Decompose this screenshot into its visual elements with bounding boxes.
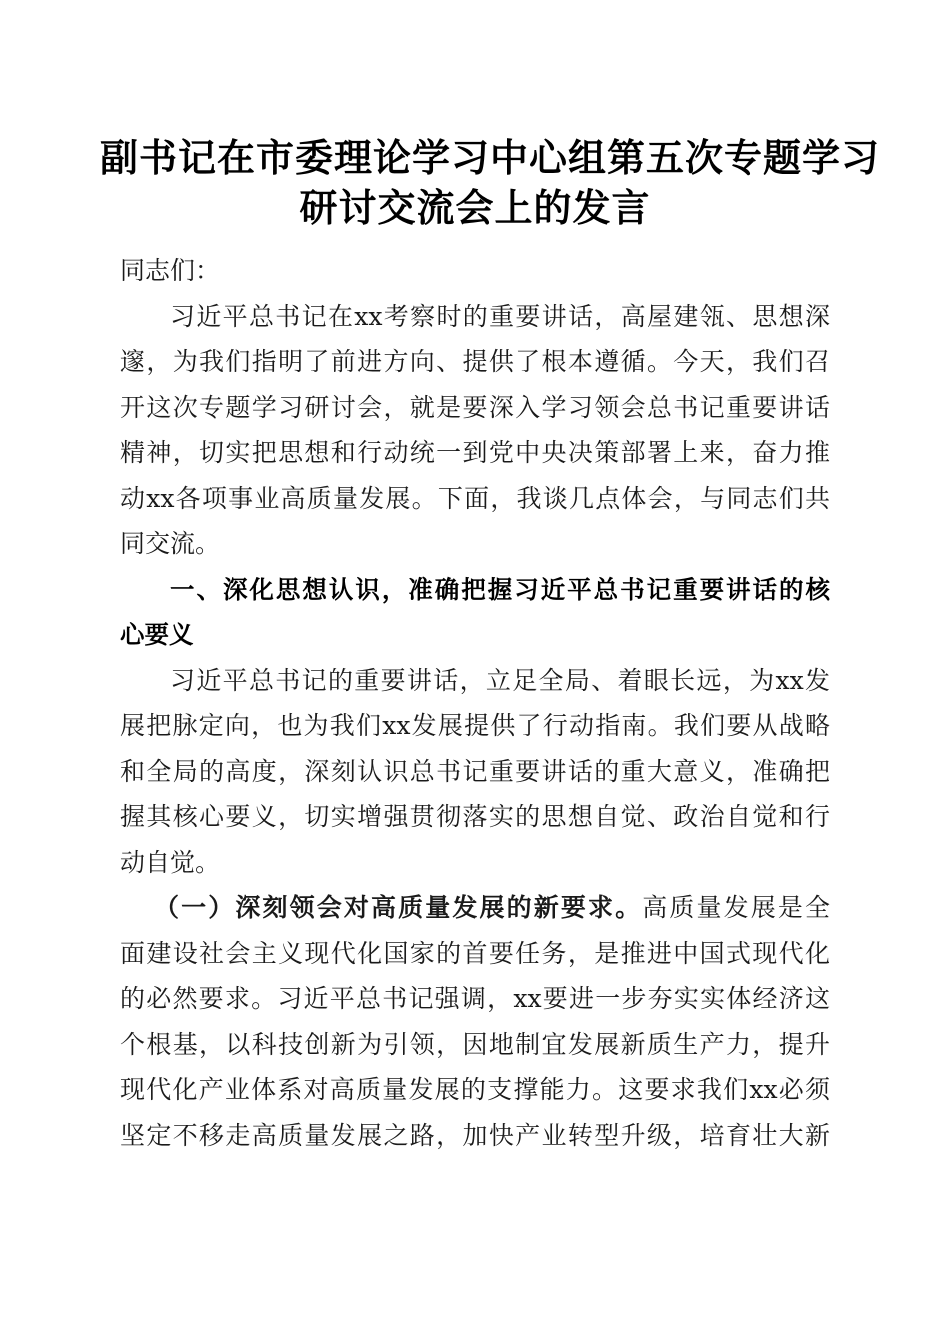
paragraph-line: 坚定不移走高质量发展之路，加快产业转型升级，培育壮大新 [120, 1120, 830, 1150]
section-heading-line: 一、深化思想认识，准确把握习近平总书记重要讲话的核 [170, 574, 830, 604]
paragraph-line: 动自觉。 [120, 847, 221, 877]
document-title-line-2: 研讨交流会上的发言 [299, 185, 651, 230]
paragraph-line: 握其核心要义，切实增强贯彻落实的思想自觉、政治自觉和行 [120, 802, 830, 831]
paragraph-line: 同交流。 [120, 529, 221, 558]
paragraph-line: 面建设社会主义现代化国家的首要任务，是推进中国式现代化 [120, 938, 830, 968]
paragraph-line: 和全局的高度，深刻认识总书记重要讲话的重大意义，准确把 [120, 756, 830, 786]
paragraph-line: 精神，切实把思想和行动统一到党中央决策部署上来，奋力推 [120, 438, 830, 467]
paragraph-line: 展把脉定向，也为我们xx发展提供了行动指南。我们要从战略 [120, 711, 830, 740]
subsection-text: 高质量发展是全 [642, 893, 830, 922]
subsection-first-line [120, 885, 830, 931]
subsection-heading: （一）深刻领会对高质量发展的新要求。 [154, 893, 643, 922]
paragraph-line: 的必然要求。习近平总书记强调，xx要进一步夯实实体经济这 [120, 984, 830, 1013]
paragraph-line: 个根基，以科技创新为引领，因地制宜发展新质生产力，提升 [120, 1029, 830, 1059]
section-heading-line: 心要义 [120, 620, 194, 649]
document-title-line-1: 副书记在市委理论学习中心组第五次专题学习 [100, 135, 881, 180]
paragraph-line: 现代化产业体系对高质量发展的支撑能力。这要求我们xx必须 [120, 1075, 830, 1104]
document-body [120, 248, 830, 1158]
greeting: 同志们： [120, 256, 221, 285]
paragraph-line: 邃，为我们指明了前进方向、提供了根本遵循。今天，我们召 [120, 347, 830, 376]
paragraph-line: 习近平总书记在xx考察时的重要讲话，高屋建瓴、思想深 [170, 301, 830, 331]
paragraph-line: 动xx各项事业高质量发展。下面，我谈几点体会，与同志们共 [120, 483, 830, 513]
paragraph-line: 习近平总书记的重要讲话，立足全局、着眼长远，为xx发 [170, 665, 830, 695]
paragraph-line: 开这次专题学习研讨会，就是要深入学习领会总书记重要讲话 [120, 392, 830, 422]
